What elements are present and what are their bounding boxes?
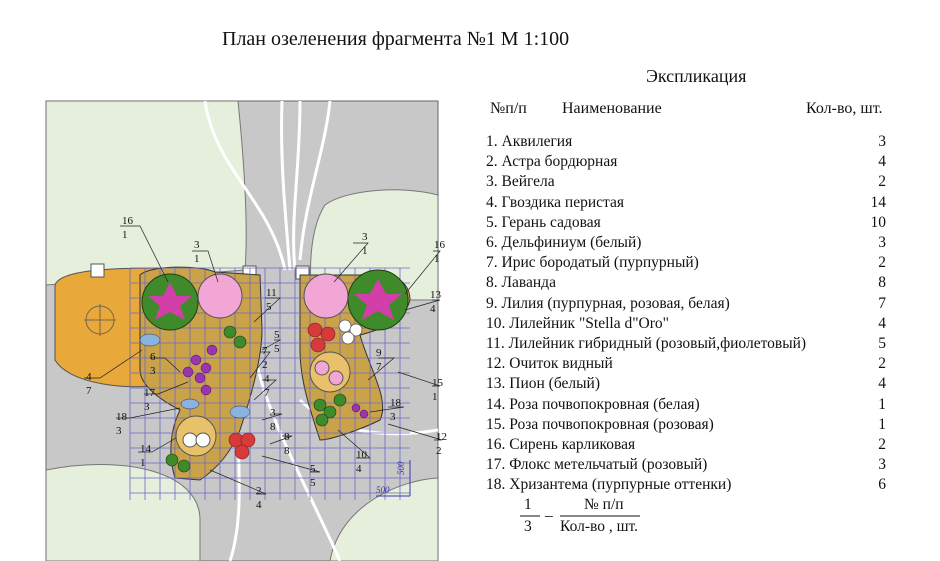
weigela bbox=[198, 274, 242, 318]
plant-qty: 3 bbox=[878, 133, 886, 150]
callout-number: 5 bbox=[310, 463, 316, 475]
callout-number: 14 bbox=[140, 443, 151, 455]
explication-title: Экспликация bbox=[646, 66, 747, 86]
callout-number: 18 bbox=[390, 397, 401, 409]
explication-row bbox=[486, 355, 886, 375]
callout-count: 3 bbox=[150, 365, 156, 377]
plant-name: 11. Лилейник гибридный (розовый,фиолетовый) bbox=[486, 335, 807, 352]
callout-count: 4 bbox=[356, 463, 362, 475]
callout-count: 1 bbox=[362, 245, 368, 257]
callout-number: 4 bbox=[264, 373, 270, 385]
weigela bbox=[304, 274, 348, 318]
callout-number: 10 bbox=[356, 449, 367, 461]
explication-row bbox=[486, 194, 886, 214]
callout-number: 13 bbox=[430, 289, 441, 301]
callout-number: 7 bbox=[262, 345, 268, 357]
plant-name: 17. Флокс метельчатый (розовый) bbox=[486, 456, 708, 474]
callout-number: 16 bbox=[434, 239, 445, 251]
callout-count: 3 bbox=[390, 411, 396, 423]
legend-count: Кол-во , шт. bbox=[560, 518, 639, 535]
plant-name: 8. Лаванда bbox=[486, 274, 556, 292]
explication-row bbox=[486, 396, 886, 416]
legend-dash: _ bbox=[545, 502, 553, 519]
callout-count: 2 bbox=[436, 445, 442, 457]
plant-name: 16. Сирень карликовая bbox=[486, 436, 636, 453]
legend-bottom: 3 bbox=[524, 518, 532, 535]
callout-number: 11 bbox=[266, 287, 277, 299]
explication-row bbox=[486, 476, 886, 496]
callout-count: 1 bbox=[122, 229, 128, 241]
callout-number: 2 bbox=[256, 485, 262, 497]
plant-name: 14. Роза почвопокровная (белая) bbox=[486, 395, 700, 413]
explication-row bbox=[486, 375, 886, 395]
callout-number: 9 bbox=[376, 347, 382, 359]
callout-count: 1 bbox=[194, 253, 200, 265]
explication-row bbox=[486, 335, 886, 355]
legend-num: № п/п bbox=[584, 496, 624, 513]
callout-number: 8 bbox=[284, 431, 290, 443]
callout-count: 8 bbox=[270, 421, 276, 433]
callout-count: 7 bbox=[86, 385, 92, 397]
explication-row bbox=[486, 173, 886, 193]
plant-name: 1. Аквилегия bbox=[486, 133, 573, 150]
plant-qty: 2 bbox=[878, 173, 886, 191]
lawn-left bbox=[46, 101, 246, 285]
callout-count: 5 bbox=[274, 343, 280, 355]
explication-row bbox=[486, 153, 886, 173]
plant-name: 10. Лилейник "Stella d"Oro" bbox=[486, 314, 669, 332]
callout-number: 6 bbox=[150, 351, 156, 363]
plant-qty: 3 bbox=[878, 234, 886, 251]
explication-row bbox=[486, 436, 886, 456]
callout-number: 18 bbox=[116, 411, 127, 423]
callout-number: 3 bbox=[194, 239, 200, 251]
explication-row bbox=[486, 274, 886, 294]
pillar bbox=[91, 264, 104, 277]
plant-name: 2. Астра бордюрная bbox=[486, 153, 618, 171]
plant-qty: 4 bbox=[878, 375, 886, 393]
plant-name: 15. Роза почвопокровная (розовая) bbox=[486, 415, 714, 433]
callout-number: 3 bbox=[362, 231, 368, 243]
header-name: Наименование bbox=[562, 100, 662, 117]
callout-number: 4 bbox=[86, 371, 92, 383]
callout-count: 1 bbox=[434, 253, 440, 265]
plant-name: 5. Герань садовая bbox=[486, 213, 601, 231]
plant-name: 9. Лилия (пурпурная, розовая, белая) bbox=[486, 294, 730, 312]
plant-qty: 5 bbox=[878, 335, 886, 352]
plant-name: 18. Хризантема (пурпурные оттенки) bbox=[486, 476, 732, 494]
plant-name: 4. Гвоздика перистая bbox=[486, 193, 624, 211]
callout-number: 5 bbox=[274, 329, 280, 341]
plant-qty: 2 bbox=[878, 355, 886, 373]
callout-number: 15 bbox=[432, 377, 443, 389]
callout-count: 3 bbox=[116, 425, 122, 437]
plant-qty: 10 bbox=[870, 213, 886, 231]
plant-qty: 3 bbox=[878, 456, 886, 474]
explication-row bbox=[486, 234, 886, 254]
page-title: План озеленения фрагмента №1 М 1:100 bbox=[222, 28, 570, 50]
plant-name: 12. Очиток видный bbox=[486, 355, 613, 373]
callout-count: 1 bbox=[432, 391, 438, 403]
plant-qty: 2 bbox=[878, 436, 886, 453]
explication-row bbox=[486, 214, 886, 234]
plant-name: 7. Ирис бородатый (пурпурный) bbox=[486, 254, 699, 272]
callout-count: 5 bbox=[310, 477, 316, 489]
explication-row bbox=[486, 315, 886, 335]
plant-qty: 1 bbox=[878, 395, 886, 413]
header-num: №п/п bbox=[490, 100, 527, 117]
callout-count: 7 bbox=[264, 387, 270, 399]
explication-row bbox=[486, 295, 886, 315]
callout-number: 12 bbox=[436, 431, 447, 443]
plant-qty: 1 bbox=[878, 415, 886, 433]
callout-count: 8 bbox=[284, 445, 290, 457]
plant-qty: 2 bbox=[878, 254, 886, 272]
plant-name: 13. Пион (белый) bbox=[486, 375, 600, 393]
legend-top: 1 bbox=[524, 496, 532, 513]
callout-count: 7 bbox=[376, 361, 382, 373]
plant-name: 3. Вейгела bbox=[486, 173, 555, 191]
callout-count: 4 bbox=[430, 303, 436, 315]
callout-number: 3 bbox=[270, 407, 276, 419]
callout-count: 1 bbox=[140, 457, 146, 469]
plant-qty: 4 bbox=[878, 314, 886, 332]
dim-vertical: 500 bbox=[396, 461, 406, 475]
explication-row bbox=[486, 133, 886, 153]
callout-number: 16 bbox=[122, 215, 133, 227]
plant-qty: 4 bbox=[878, 153, 886, 171]
plant-qty: 7 bbox=[878, 294, 886, 312]
plant-qty: 6 bbox=[878, 476, 886, 494]
header-qty: Кол-во, шт. bbox=[806, 100, 883, 117]
explication-row bbox=[486, 456, 886, 476]
dim-horizontal: 500 bbox=[376, 485, 390, 495]
callout-count: 4 bbox=[256, 499, 262, 511]
callout-count: 2 bbox=[262, 359, 268, 371]
explication-row bbox=[486, 254, 886, 274]
plant-name: 6. Дельфиниум (белый) bbox=[486, 234, 642, 251]
plant-qty: 14 bbox=[870, 193, 886, 211]
plant-qty: 8 bbox=[878, 274, 886, 292]
callout-count: 5 bbox=[266, 301, 272, 313]
callout-count: 3 bbox=[144, 401, 150, 413]
explication-row bbox=[486, 416, 886, 436]
callout-number: 17 bbox=[144, 387, 155, 399]
